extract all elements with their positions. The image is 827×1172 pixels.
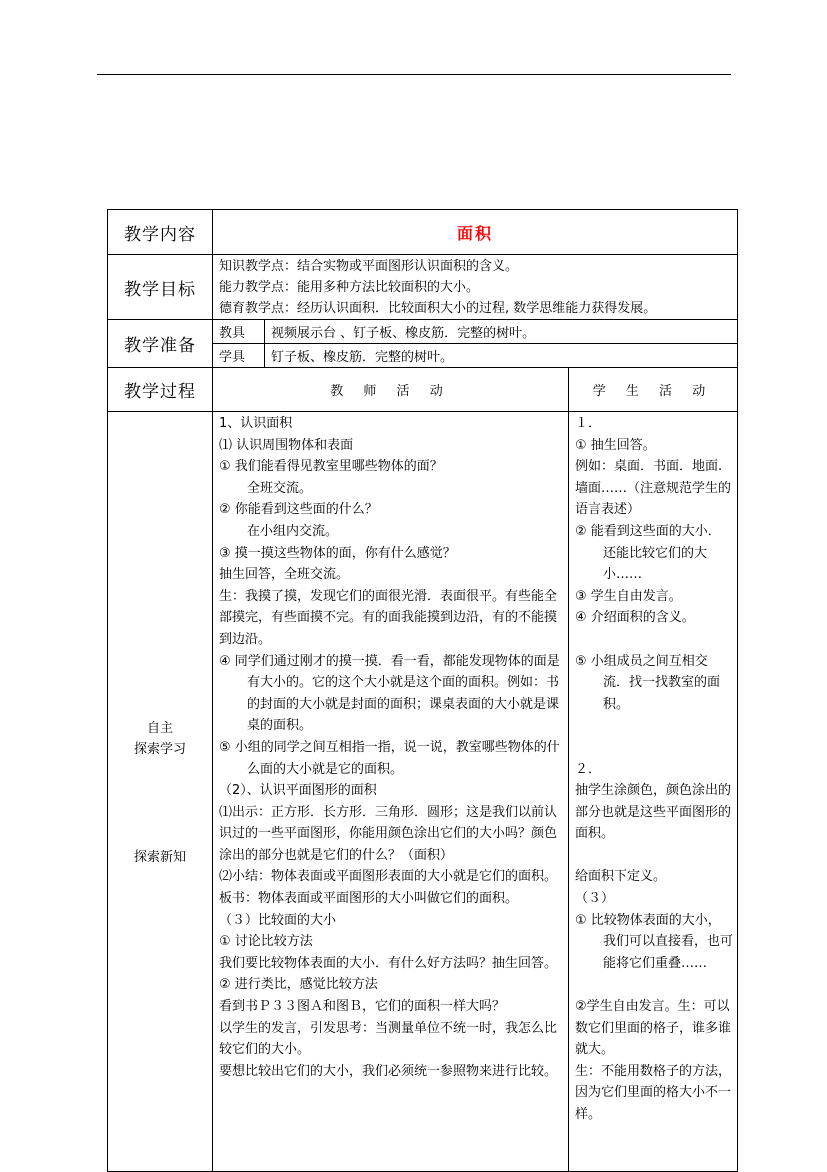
teacher-line: ① 讨论比较方法 — [219, 934, 313, 950]
teacher-paragraph: 生：我摸了摸，发现它们的面很光滑．表面很平。有些能全部摸完，有些面摸不完。有的面我能摸到边沿，有的不能摸到边沿。 — [219, 588, 558, 647]
teacher-line: （３）比较面的大小 — [219, 912, 337, 928]
phase-label-self-study — [108, 718, 212, 760]
student-line: （３） — [575, 891, 615, 907]
phase-label-1: 自主 — [146, 721, 173, 736]
teacher-paragraph: ⑵小结：物体表面或平面图形表面的大小就是它们的面积。 — [219, 869, 558, 885]
prep-label: 教学准备 — [108, 320, 213, 368]
row-process-body — [108, 412, 738, 1172]
goals-label: 教学目标 — [108, 255, 213, 320]
teacher-line: ② 你能看到这些面的什么？ — [219, 502, 378, 518]
student-paragraph: ② 能看到这些面的大小．还能比较它们的大小…… — [575, 523, 721, 583]
row-content — [108, 210, 738, 255]
teacher-line: ③ 摸一摸这些物体的面，你有什么感觉？ — [219, 545, 456, 561]
phase-label-2: 探索学习 — [133, 742, 186, 757]
teacher-header: 教 师 活 动 — [213, 368, 569, 412]
teacher-activities — [213, 412, 569, 1172]
phase-label-explore: 探索新知 — [133, 850, 186, 865]
teacher-paragraph: 要想比较出它们的大小，我们必须统一参照物来进行比较。 — [219, 1063, 558, 1079]
teacher-line: 看到书Ｐ３３图Ａ和图Ｂ，它们的面积一样大吗？ — [219, 999, 506, 1015]
teacher-line: 抽生回答，全班交流。 — [219, 567, 350, 583]
student-line: ④ 介绍面积的含义。 — [575, 610, 695, 626]
process-label: 教学过程 — [108, 368, 213, 412]
teacher-paragraph: 我们要比较物体表面的大小．有什么好方法吗？抽生回答。 — [219, 955, 558, 971]
teacher-line: ① 我们能看得见教室里哪些物体的面？ — [219, 459, 443, 475]
prep-value-learning-aids: 钉子板、橡皮筋．完整的树叶。 — [265, 344, 738, 368]
student-paragraph: ⑤ 小组成员之间互相交流．找一找教室的面积。 — [575, 653, 721, 712]
teacher-paragraph: 以学生的发言，引发思考：当测量单位不统一时，我怎么比较它们的大小。 — [219, 1020, 558, 1058]
prep-cell — [213, 320, 738, 368]
goal-moral: 德育教学点：经历认识面积．比较面积大小的过程, 数学思维能力获得发展。 — [219, 301, 657, 316]
header-rule — [97, 74, 731, 75]
teacher-line: 在小组内交流。 — [247, 523, 339, 539]
teacher-paragraph: 板书：物体表面或平面图形的大小叫做它们的面积。 — [219, 891, 519, 907]
student-activities — [569, 412, 738, 1172]
prep-table — [213, 320, 737, 367]
goal-ability: 能力教学点：能用多种方法比较面积的大小。 — [219, 280, 480, 295]
teacher-paragraph: ④ 同学们通过刚才的摸一摸．看一看，都能发现物体的面是有大小的。它的这个大小就是这个面的面积。例如：书的封面的大小就是封面的面积；课桌表面的大小就是课桌的面积。 — [219, 653, 560, 734]
teacher-line: （2）、认识平面图形的面积 — [219, 783, 377, 799]
student-line: １． — [575, 416, 602, 431]
row-prep — [108, 320, 738, 368]
prep-key-teaching-aids: 教具 — [213, 320, 265, 344]
prep-key-learning-aids: 学具 — [213, 344, 265, 368]
student-paragraph: ②学生自由发言。生：可以数它们里面的格子，谁多谁就大。 — [575, 999, 732, 1058]
content-label: 教学内容 — [108, 210, 213, 255]
teacher-line: 全班交流。 — [247, 480, 313, 496]
teacher-line: ⑴ 认识周围物体和表面 — [219, 437, 354, 453]
phase-labels — [108, 412, 213, 1172]
teacher-paragraph: ⑴出示：正方形．长方形．三角形．圆形；这是我们以前认识过的一些平面图形，你能用颜色涂出它们的大小吗？颜色涂出的部分也就是它们的什么？（面积） — [219, 804, 558, 863]
student-line: 给面积下定义。 — [575, 869, 667, 885]
student-line: ① 抽生回答。 — [575, 437, 656, 453]
teacher-line: 1、认识面积 — [219, 416, 293, 431]
student-line: ③ 学生自由发言。 — [575, 588, 682, 604]
student-paragraph: 生：不能用数格子的方法，因为它们里面的格大小不一样。 — [575, 1063, 732, 1122]
row-process-header — [108, 368, 738, 412]
student-paragraph: 例如：桌面．书面．地面.墙面……（注意规范学生的语言表述） — [575, 459, 732, 518]
lesson-title: 面积 — [213, 210, 738, 255]
student-paragraph: ① 比较物体表面的大小，我们可以直接看，也可能将它们重叠…… — [575, 912, 734, 971]
teacher-paragraph: ⑤ 小组的同学之间互相指一指，说一说，教室哪些物体的什么面的大小就是它的面积。 — [219, 739, 560, 777]
goal-knowledge: 知识教学点：结合实物或平面图形认识面积的含义。 — [219, 259, 519, 274]
teacher-line: ② 进行类比，感觉比较方法 — [219, 977, 378, 993]
prep-value-teaching-aids: 视频展示台 、钉子板、橡皮筋．完整的树叶。 — [271, 326, 536, 341]
row-goals — [108, 255, 738, 320]
lesson-plan-table — [107, 209, 738, 1172]
student-paragraph: 抽学生涂颜色，颜色涂出的部分也就是这些平面图形的面积。 — [575, 783, 732, 842]
goals-cell — [213, 255, 738, 320]
student-header: 学 生 活 动 — [569, 368, 738, 412]
student-line: ２． — [575, 761, 602, 777]
